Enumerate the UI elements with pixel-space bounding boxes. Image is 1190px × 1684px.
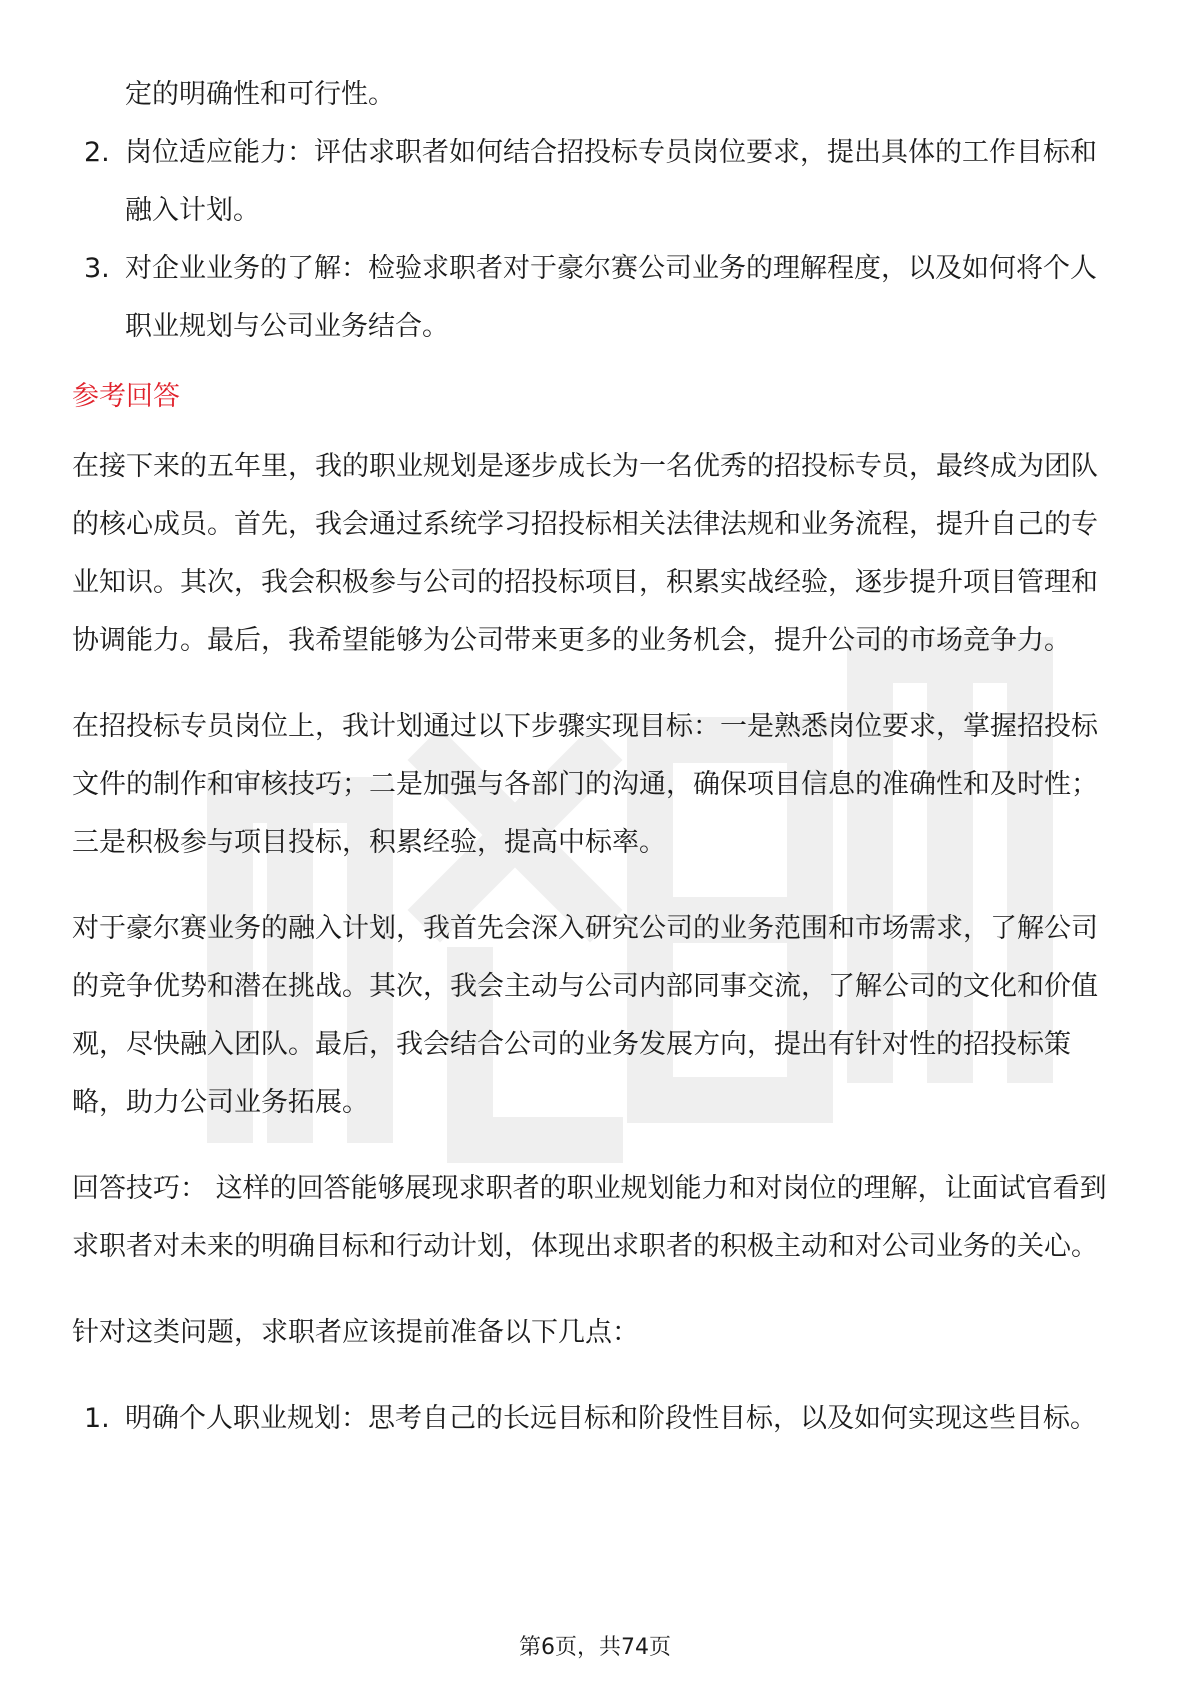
answer-paragraph: 在接下来的五年里，我的职业规划是逐步成长为一名优秀的招投标专员，最终成为团队的核心成员。首先，我会通过系统学习招投标相关法律法规和业务流程，提升自己的专业知识。其次，我会积极参与公司的招投标项目，积累实战经验，逐步提升项目管理和协调能力。最后，我希望能够为公司带来更多的业务机会，提升公司的市场竞争力。 [72, 451, 1098, 656]
preparation-list [72, 1390, 1122, 1448]
page-footer: 第6页，共74页 [519, 1635, 671, 1660]
list-item-text: 明确个人职业规划：思考自己的长远目标和阶段性目标，以及如何实现这些目标。 [125, 1403, 1097, 1434]
preparation-intro-paragraph: 针对这类问题，求职者应该提前准备以下几点： [72, 1317, 639, 1348]
list-number: 3. [84, 253, 110, 284]
list-item-text: 对企业业务的了解：检验求职者对于豪尔赛公司业务的理解程度，以及如何将个人职业规划与公司业务结合。 [125, 253, 1097, 342]
list-item-continuation: 定的明确性和可行性。 [125, 79, 395, 110]
list-item [72, 124, 1122, 240]
list-item [72, 1390, 1122, 1448]
answer-paragraph: 在招投标专员岗位上，我计划通过以下步骤实现目标：一是熟悉岗位要求，掌握招投标文件的制作和审核技巧；二是加强与各部门的沟通，确保项目信息的准确性和及时性；三是积极参与项目投标，积累经验，提高中标率。 [72, 711, 1098, 858]
evaluation-criteria-list [72, 124, 1122, 356]
answer-paragraph: 对于豪尔赛业务的融入计划，我首先会深入研究公司的业务范围和市场需求，了解公司的竞争优势和潜在挑战。其次，我会主动与公司内部同事交流，了解公司的文化和价值观，尽快融入团队。最后，我会结合公司的业务发展方向，提出有针对性的招投标策略，助力公司业务拓展。 [72, 913, 1098, 1118]
list-number: 2. [84, 137, 110, 168]
list-item [72, 240, 1122, 356]
list-item-text: 岗位适应能力：评估求职者如何结合招投标专员岗位要求，提出具体的工作目标和融入计划。 [125, 137, 1097, 226]
answer-tips-paragraph: 回答技巧： 这样的回答能够展现求职者的职业规划能力和对岗位的理解，让面试官看到求职者对未来的明确目标和行动计划，体现出求职者的积极主动和对公司业务的关心。 [72, 1173, 1107, 1262]
list-number: 1. [84, 1403, 110, 1434]
document-content [72, 66, 1122, 1448]
section-title-reference-answer: 参考回答 [72, 381, 180, 412]
